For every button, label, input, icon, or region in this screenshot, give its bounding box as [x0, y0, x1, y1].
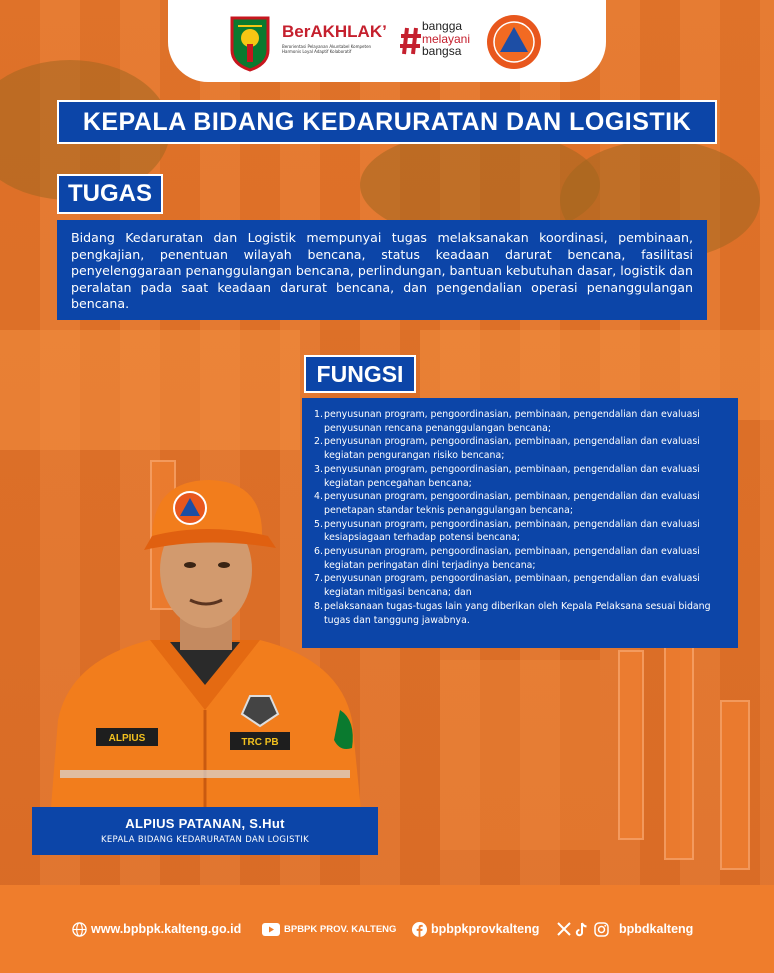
- berakhlak-logo: BerAKHLAKʼ Berorientasi Pelayanan Akuntabel Kompeten Harmonis Loyal Adaptif Kolaboratif: [282, 22, 390, 62]
- list-item-number: 8.: [314, 600, 323, 612]
- x-tiktok-instagram-text: bpbdkalteng: [619, 922, 694, 936]
- facebook-link[interactable]: [412, 921, 539, 937]
- list-item-number: 3.: [314, 463, 323, 475]
- official-name-box: [32, 807, 378, 855]
- berakhlak-wordmark: BerAKHLAK: [282, 22, 383, 41]
- globe-icon: [72, 922, 87, 937]
- fungsi-heading: FUNGSI: [304, 355, 416, 393]
- unit-tag: TRC PB: [241, 737, 279, 748]
- list-item: [314, 600, 724, 627]
- official-portrait: [40, 470, 370, 820]
- list-item-number: 4.: [314, 491, 323, 503]
- list-item-text: penyusunan program, pengoordinasian, pembinaan, pengendalian dan evaluasi penetapan standar teknis penanggulangan bencana;: [324, 491, 700, 516]
- kalteng-logo: [228, 14, 272, 72]
- official-role: KEPALA BIDANG KEDARURATAN DAN LOGISTIK: [101, 835, 309, 845]
- list-item: [314, 490, 724, 517]
- youtube-link[interactable]: [262, 921, 396, 937]
- list-item-text: penyusunan program, pengoordinasian, pembinaan, pengendalian dan evaluasi penyusunan rencana penanggulangan bencana;: [324, 409, 700, 434]
- list-item: [314, 572, 724, 599]
- list-item-number: 7.: [314, 573, 323, 585]
- list-item: [314, 435, 724, 462]
- bangga-melayani-logo: [400, 20, 478, 64]
- bnpb-logo: [486, 14, 542, 70]
- list-item-number: 5.: [314, 518, 323, 530]
- list-item-text: penyusunan program, pengoordinasian, pembinaan, pengendalian dan evaluasi kesiapsiagaan terhadap potensi bencana;: [324, 518, 700, 544]
- list-item-text: penyusunan program, pengoordinasian, pembinaan, pengendalian dan evaluasi kegiatan pencegahan bencana;: [324, 463, 700, 489]
- tiktok-icon: [575, 922, 588, 937]
- facebook-text: bpbpkprovkalteng: [431, 922, 540, 936]
- list-item: [314, 463, 724, 490]
- youtube-text: BPBPK PROV. KALTENG: [284, 923, 397, 935]
- list-item: [314, 518, 724, 545]
- x-icon: [557, 922, 571, 936]
- list-item-text: penyusunan program, pengoordinasian, pembinaan, pengendalian dan evaluasi kegiatan mitigasi bencana; dan: [324, 573, 700, 599]
- list-item-text: penyusunan program, pengoordinasian, pembinaan, pengendalian dan evaluasi kegiatan peringatan dini terjadinya bencana;: [324, 546, 700, 571]
- list-item-text: pelaksanaan tugas-tugas lain yang diberikan oleh Kepala Pelaksana sesuai bidang tugas dan tanggung jawabnya.: [324, 600, 711, 626]
- list-item-text: penyusunan program, pengoordinasian, pembinaan, pengendalian dan evaluasi kegiatan pengurangan risiko bencana;: [324, 436, 700, 462]
- official-name: ALPIUS PATANAN, S.Hut: [125, 816, 285, 831]
- list-item-number: 1.: [314, 409, 323, 420]
- instagram-icon: [594, 922, 609, 937]
- list-item: [314, 408, 724, 435]
- facebook-icon: [412, 922, 427, 937]
- berakhlak-tagline: Berorientasi Pelayanan Akuntabel Kompeten Harmonis Loyal Adaptif Kolaboratif: [282, 44, 372, 54]
- youtube-icon: [262, 923, 280, 936]
- bangga-line-2: melayani: [422, 31, 471, 46]
- website-text: www.bpbpk.kalteng.go.id: [91, 922, 242, 936]
- bangga-line-3: bangsa: [422, 44, 462, 58]
- list-item-number: 2.: [314, 436, 323, 448]
- list-item: [314, 545, 724, 572]
- x-tiktok-instagram-link[interactable]: [557, 921, 693, 937]
- list-item-number: 6.: [314, 546, 323, 558]
- website-link[interactable]: [72, 921, 241, 937]
- tugas-text: Bidang Kedaruratan dan Logistik mempunyai tugas melaksanakan koordinasi, pembinaan, pengkajian, penentuan wilayah bencana, status keadaan darurat bencana, fasilitasi penyelenggaraan penanggulangan bencana, perlindungan, bantuan kebutuhan dasar, logistik dan peralatan pada saat keadaan darurat bencana, dan pengendalian operasi penanggulangan bencana.: [57, 220, 707, 320]
- bangga-line-1: bangga: [422, 19, 463, 33]
- fungsi-list: [314, 408, 724, 627]
- hashtag-icon: [400, 26, 422, 56]
- page-title: KEPALA BIDANG KEDARURATAN DAN LOGISTIK: [57, 100, 717, 144]
- name-tag: ALPIUS: [108, 733, 146, 744]
- tugas-heading: TUGAS: [57, 174, 163, 214]
